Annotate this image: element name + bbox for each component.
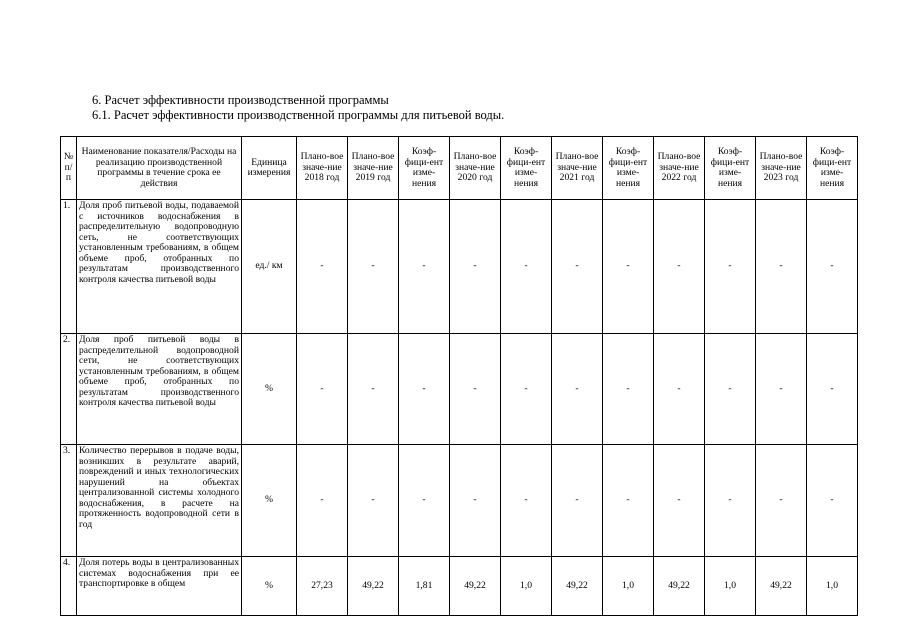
value-cell: - [450, 445, 501, 557]
value-cell: - [756, 200, 807, 334]
value-cell: 1,0 [807, 557, 858, 616]
value-cell: - [501, 445, 552, 557]
row-number: 4. [61, 557, 77, 616]
value-cell: - [501, 334, 552, 445]
header-cell: Коэф-фици-ент изме-нения [807, 137, 858, 200]
subsection-heading: 6.1. Расчет эффективности производственной программы для питьевой воды. [92, 108, 505, 122]
table-header-row [61, 137, 858, 200]
value-cell: 49,22 [348, 557, 399, 616]
value-cell: - [501, 200, 552, 334]
value-cell: - [705, 200, 756, 334]
indicator-name: Количество перерывов в подаче воды, возникших в результате аварий, повреждений и иных технологических нарушений на объектах централизованной системы холодного водоснабжения, в расчете на протяженность водопроводной сети в год [77, 445, 242, 557]
header-cell: Плано-вое значе-ние 2022 год [654, 137, 705, 200]
value-cell: - [399, 445, 450, 557]
indicator-name: Доля потерь воды в централизованных системах водоснабжения при ее транспортировке в общем [77, 557, 242, 616]
header-cell: Плано-вое значе-ние 2023 год [756, 137, 807, 200]
value-cell: - [705, 445, 756, 557]
unit-cell: % [242, 445, 297, 557]
table-row [61, 557, 858, 616]
header-cell: Плано-вое значе-ние 2020 год [450, 137, 501, 200]
value-cell: - [807, 445, 858, 557]
section-heading: 6. Расчет эффективности производственной программы [92, 93, 389, 107]
value-cell: - [654, 200, 705, 334]
value-cell: - [603, 445, 654, 557]
table-row [61, 200, 858, 334]
value-cell: - [450, 200, 501, 334]
value-cell: 49,22 [450, 557, 501, 616]
value-cell: - [603, 334, 654, 445]
header-cell: Коэф-фици-ент изме-нения [705, 137, 756, 200]
header-cell: Плано-вое значе-ние 2021 год [552, 137, 603, 200]
value-cell: - [552, 445, 603, 557]
header-cell: Плано-вое значе-ние 2018 год [297, 137, 348, 200]
unit-cell: % [242, 557, 297, 616]
value-cell: - [399, 200, 450, 334]
header-cell: Наименование показателя/Расходы на реализацию производственной программы в течение срока ее действия [77, 137, 242, 200]
value-cell: - [399, 334, 450, 445]
value-cell: - [450, 334, 501, 445]
row-number: 2. [61, 334, 77, 445]
value-cell: - [654, 334, 705, 445]
unit-cell: % [242, 334, 297, 445]
value-cell: - [807, 200, 858, 334]
header-cell: Плано-вое значе-ние 2019 год [348, 137, 399, 200]
value-cell: - [756, 445, 807, 557]
value-cell: - [654, 445, 705, 557]
value-cell: - [348, 445, 399, 557]
row-number: 1. [61, 200, 77, 334]
efficiency-table [60, 136, 858, 616]
unit-cell: ед./ км [242, 200, 297, 334]
header-cell: Единица измерения [242, 137, 297, 200]
row-number: 3. [61, 445, 77, 557]
value-cell: 27,23 [297, 557, 348, 616]
indicator-name: Доля проб питьевой воды в распределительной водопроводной сети, не соответствующих установленным требованиям, в общем объеме проб, отобранных по результатам производственного контроля качества питьевой воды [77, 334, 242, 445]
value-cell: - [297, 445, 348, 557]
value-cell: - [348, 334, 399, 445]
value-cell: 1,0 [705, 557, 756, 616]
value-cell: - [603, 200, 654, 334]
value-cell: 49,22 [756, 557, 807, 616]
header-cell: Коэф-фици-ент изме-нения [603, 137, 654, 200]
table-row [61, 334, 858, 445]
header-cell: № п/п [61, 137, 77, 200]
header-cell: Коэф-фици-ент изме-нения [501, 137, 552, 200]
value-cell: 1,0 [501, 557, 552, 616]
value-cell: - [348, 200, 399, 334]
value-cell: - [297, 334, 348, 445]
value-cell: - [552, 200, 603, 334]
header-cell: Коэф-фици-ент изме-нения [399, 137, 450, 200]
value-cell: - [756, 334, 807, 445]
value-cell: - [552, 334, 603, 445]
value-cell: 49,22 [552, 557, 603, 616]
value-cell: - [705, 334, 756, 445]
value-cell: 49,22 [654, 557, 705, 616]
value-cell: - [807, 334, 858, 445]
value-cell: 1,0 [603, 557, 654, 616]
table-row [61, 445, 858, 557]
value-cell: - [297, 200, 348, 334]
indicator-name: Доля проб питьевой воды, подаваемой с источников водоснабжения в распределительную водопроводную сеть, не соответствующих установленным требованиям, в общем объеме проб, отобранных по результатам производственного контроля качества питьевой воды [77, 200, 242, 334]
value-cell: 1,81 [399, 557, 450, 616]
